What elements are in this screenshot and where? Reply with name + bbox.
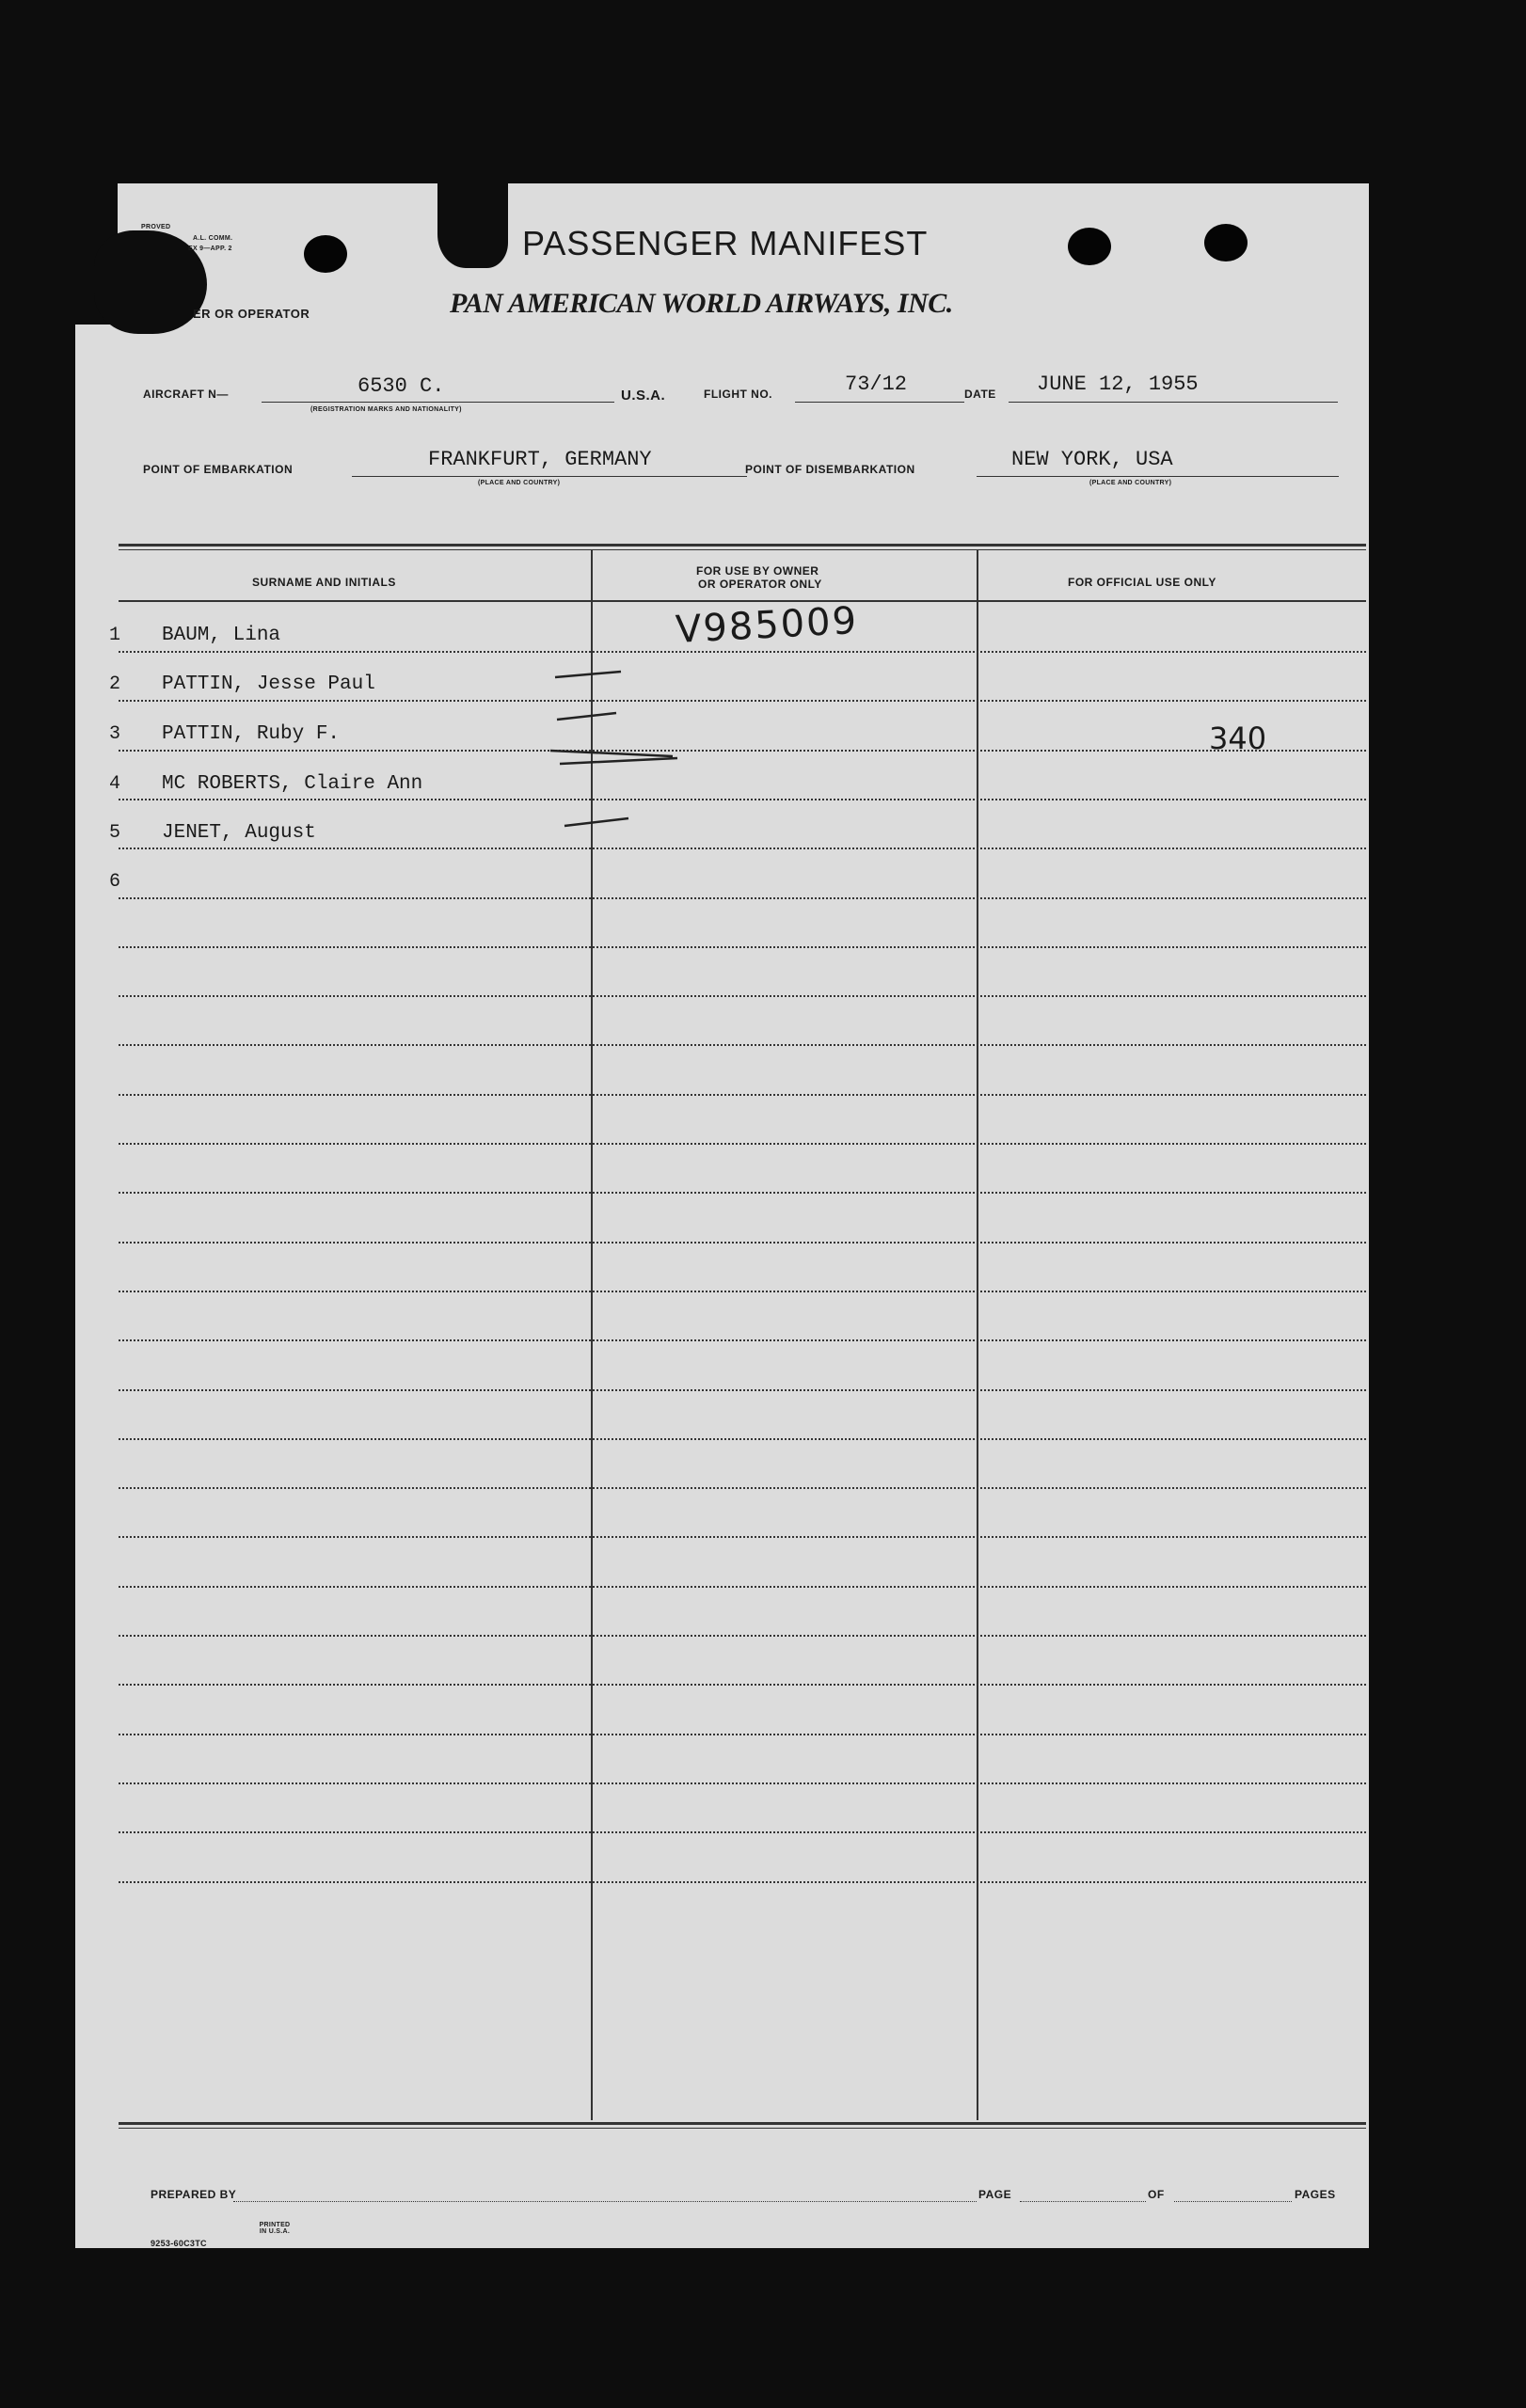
row-rule bbox=[119, 799, 1366, 800]
form-number: 9253-60C3TC bbox=[151, 2239, 207, 2248]
row-rule bbox=[119, 946, 1366, 948]
punch-hole-left bbox=[304, 235, 347, 273]
aircraft-label: AIRCRAFT N— bbox=[143, 388, 229, 401]
row-rule bbox=[119, 1536, 1366, 1538]
row-rule bbox=[119, 1094, 1366, 1096]
column-divider-2 bbox=[977, 549, 978, 2120]
punch-hole-center bbox=[1068, 228, 1111, 265]
column-owner-use-line1: FOR USE BY OWNER bbox=[696, 564, 819, 578]
disembarkation-label: POINT OF DISEMBARKATION bbox=[745, 463, 915, 476]
flight-number-label: FLIGHT NO. bbox=[704, 388, 772, 401]
date-value: JUNE 12, 1955 bbox=[1037, 372, 1199, 396]
passenger-name-1: BAUM, Lina bbox=[162, 625, 281, 646]
passenger-name-4: MC ROBERTS, Claire Ann bbox=[162, 773, 423, 795]
aircraft-caption: (REGISTRATION MARKS AND NATIONALITY) bbox=[310, 406, 462, 413]
row-rule bbox=[119, 1734, 1366, 1735]
row-rule bbox=[119, 1192, 1366, 1194]
column-official: FOR OFFICIAL USE ONLY bbox=[1068, 576, 1216, 589]
row-number-4: 4 bbox=[109, 773, 121, 795]
embarkation-caption: (PLACE AND COUNTRY) bbox=[478, 480, 561, 486]
approved-line-3: EX 9—APP. 2 bbox=[188, 246, 232, 252]
date-label: DATE bbox=[964, 388, 996, 401]
row-rule bbox=[119, 1881, 1366, 1883]
tally-marks bbox=[527, 658, 687, 837]
owner-operator-label: ER OR OPERATOR bbox=[193, 307, 310, 321]
row-number-2: 2 bbox=[109, 673, 121, 695]
row-rule bbox=[119, 1635, 1366, 1637]
row-rule bbox=[119, 1487, 1366, 1489]
row-rule bbox=[119, 1586, 1366, 1588]
row-rule bbox=[119, 700, 1366, 702]
approved-line-1: PROVED bbox=[141, 224, 171, 230]
row-rule bbox=[119, 1389, 1366, 1391]
row-rule bbox=[119, 1438, 1366, 1440]
torn-tab bbox=[437, 183, 508, 268]
row-rule bbox=[119, 651, 1366, 653]
row-number-3: 3 bbox=[109, 723, 121, 745]
disembarkation-caption: (PLACE AND COUNTRY) bbox=[1089, 480, 1172, 486]
row-number-6: 6 bbox=[109, 871, 121, 893]
row-rule bbox=[119, 1684, 1366, 1686]
row-rule bbox=[119, 750, 1366, 752]
of-label: OF bbox=[1148, 2188, 1165, 2201]
row-rule bbox=[119, 1291, 1366, 1292]
punch-hole-right bbox=[1204, 224, 1248, 261]
country-label: U.S.A. bbox=[621, 388, 666, 404]
row-rule bbox=[119, 848, 1366, 849]
prepared-by-label: PREPARED BY bbox=[151, 2188, 237, 2201]
passenger-name-2: PATTIN, Jesse Paul bbox=[162, 673, 375, 695]
row-rule bbox=[119, 1339, 1366, 1341]
row-rule bbox=[119, 1831, 1366, 1833]
official-note: 340 bbox=[1209, 721, 1267, 756]
embarkation-label: POINT OF EMBARKATION bbox=[143, 463, 294, 476]
row-rule bbox=[119, 1242, 1366, 1244]
disembarkation-value: NEW YORK, USA bbox=[1011, 448, 1173, 471]
manifest-page bbox=[75, 183, 1369, 2248]
row-rule bbox=[119, 995, 1366, 997]
aircraft-value: 6530 C. bbox=[358, 374, 445, 398]
row-rule bbox=[119, 1044, 1366, 1046]
approved-line-2: A.L. COMM. bbox=[193, 235, 233, 242]
row-rule bbox=[119, 1143, 1366, 1145]
embarkation-value: FRANKFURT, GERMANY bbox=[428, 448, 652, 471]
flight-number-value: 73/12 bbox=[845, 372, 908, 396]
column-surname: SURNAME AND INITIALS bbox=[252, 576, 396, 589]
row-number-5: 5 bbox=[109, 822, 121, 844]
column-owner-use-line2: OR OPERATOR ONLY bbox=[698, 578, 822, 591]
page-label: PAGE bbox=[978, 2188, 1012, 2201]
row-number-1: 1 bbox=[109, 625, 121, 646]
passenger-name-3: PATTIN, Ruby F. bbox=[162, 723, 341, 745]
page-title: PASSENGER MANIFEST bbox=[522, 224, 929, 262]
row-rule bbox=[119, 897, 1366, 899]
passenger-name-5: JENET, August bbox=[162, 822, 316, 844]
printed-in: PRINTED IN U.S.A. bbox=[259, 2222, 291, 2235]
airline-name: PAN AMERICAN WORLD AIRWAYS, INC. bbox=[450, 288, 953, 319]
row-rule bbox=[119, 1782, 1366, 1784]
pages-label: PAGES bbox=[1295, 2188, 1336, 2201]
owner-note: V985009 bbox=[674, 598, 860, 653]
